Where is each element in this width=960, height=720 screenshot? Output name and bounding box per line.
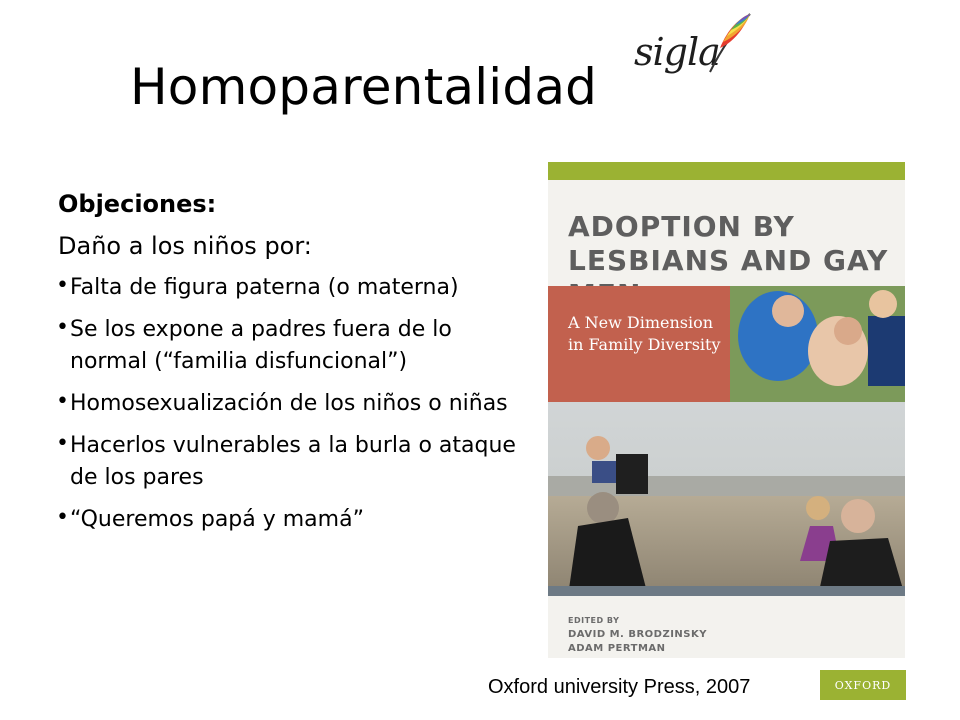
book-subtitle: [568, 312, 728, 356]
edited-by-label: EDITED BY: [568, 616, 620, 625]
book-cover: [548, 162, 905, 658]
book-credits: [568, 614, 707, 656]
book-title-line: LESBIANS AND GAY: [568, 244, 889, 277]
bullet-item: • Falta de figura paterna (o materna): [58, 272, 518, 304]
book-title-line: ADOPTION BY: [568, 210, 795, 243]
book-caption: Oxford university Press, 2007: [488, 676, 751, 698]
bullet-item: • Homosexualización de los niños o niñas: [58, 388, 518, 420]
lead-text: Daño a los niños por:: [58, 232, 312, 260]
editor-name: ADAM PERTMAN: [568, 643, 666, 654]
book-subtitle-line: A New Dimension: [568, 313, 714, 332]
bullet-item: • “Queremos papá y mamá”: [58, 504, 518, 536]
book-subtitle-line: in Family Diversity: [568, 335, 721, 354]
bullet-item: • Hacerlos vulnerables a la burla o ataque de los pares: [58, 430, 518, 494]
editor-name: DAVID M. BRODZINSKY: [568, 629, 707, 640]
bullet-item: • Se los expone a padres fuera de lo normal (“familia disfuncional”): [58, 314, 518, 378]
cover-top-bar: [548, 162, 905, 180]
logo-text: sigla: [634, 30, 720, 74]
objections-list-block: [58, 190, 518, 546]
bullet-list: [58, 272, 518, 536]
objections-heading: Objeciones:: [58, 190, 217, 218]
sigla-logo: [628, 8, 758, 80]
feather-icon: [628, 8, 758, 80]
oxford-badge: OXFORD: [820, 670, 906, 700]
slide-title: Homoparentalidad: [130, 58, 598, 116]
